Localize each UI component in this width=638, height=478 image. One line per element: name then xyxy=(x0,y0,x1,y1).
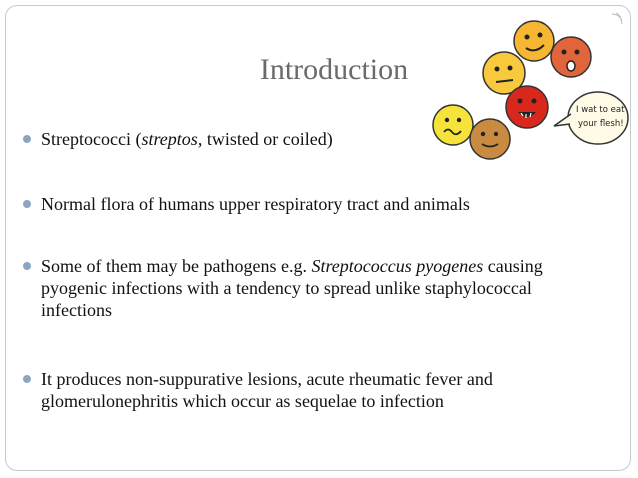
orange-face-icon xyxy=(514,21,554,61)
bullet-dot-icon xyxy=(23,262,31,270)
bullet-text: Streptococci ( xyxy=(41,129,142,149)
bullet-dot-icon xyxy=(23,375,31,383)
bullet-text: causing pyogenic infections with a tendency to spread unlike staphylococcal infections xyxy=(41,256,543,320)
bullet-item xyxy=(20,368,580,412)
bullet-text: , twisted or coiled) xyxy=(197,129,333,149)
bullet-text-italic: Streptococcus pyogenes xyxy=(311,256,484,276)
bullet-dot-icon xyxy=(23,135,31,143)
surprised-face-icon xyxy=(551,37,591,77)
bullet-dot-icon xyxy=(23,200,31,208)
bullet-text: Some of them may be pathogens e.g. xyxy=(41,256,312,276)
bullet-item xyxy=(20,128,580,150)
speech-bubble-line-2: your flesh! xyxy=(578,119,624,129)
bullet-text: Normal flora of humans upper respiratory tract and animals xyxy=(41,194,470,214)
bullet-text: It produces non-suppurative lesions, acute rheumatic fever and glomerulonephritis which occur as sequelae to infection xyxy=(41,369,493,411)
bullet-text-italic: streptos xyxy=(141,129,198,149)
slide-title: Introduction xyxy=(259,53,409,86)
bullet-item xyxy=(20,193,580,215)
grinning-face-icon xyxy=(506,86,548,128)
speech-bubble-line-1: I wat to eat xyxy=(576,105,625,115)
bullet-item xyxy=(20,255,580,321)
